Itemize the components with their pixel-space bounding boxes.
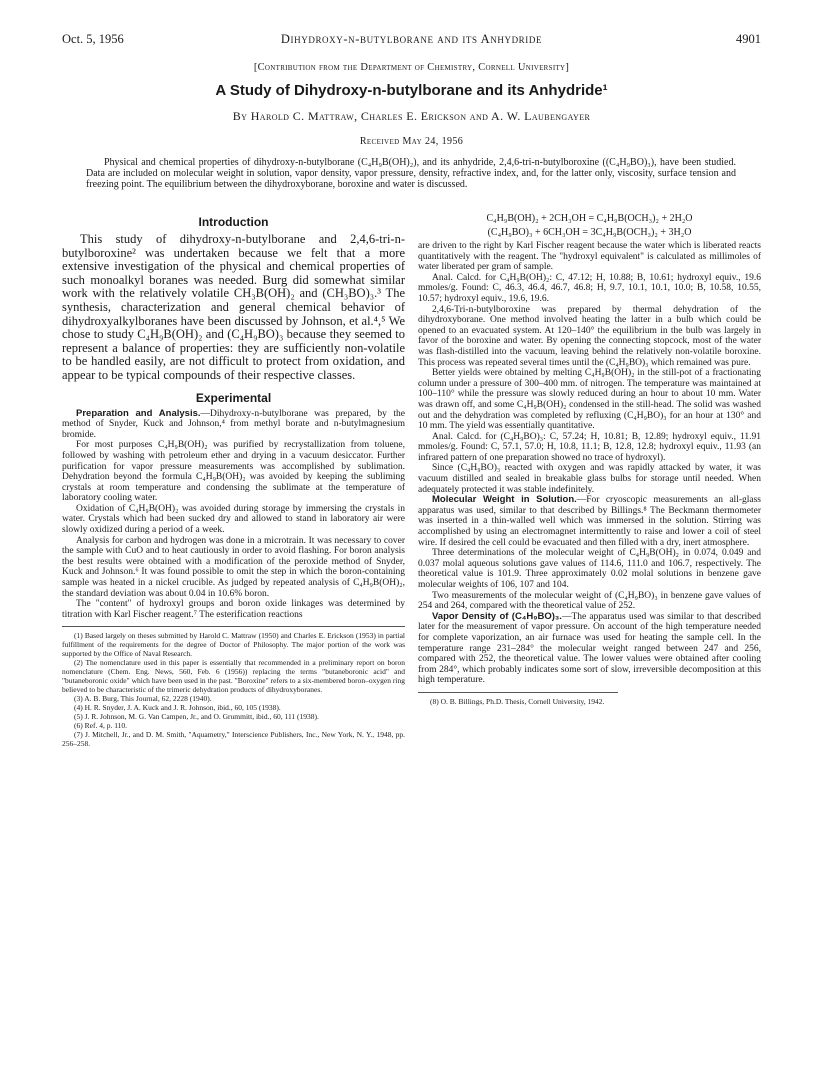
experimental-body — [62, 409, 405, 621]
paragraph-text: For most purposes C₄H₉B(OH)₂ was purified by recrystallization from toluene, followed by washing with petroleum ether and drying in a vacuum desiccator. Further purification for vapor pressure measurements was accomplished by sublimation. Dehydration beyond the formula C₄H₉B(OH)₂ was avoided by keeping the subliming crystals at room temperature and condensing the sublimate at the temperature of laboratory cooling water. — [62, 440, 405, 504]
paragraph-text: Two measurements of the molecular weight of (C₄H₉BO)₃ in benzene gave values of 254 and 264, compared with the theoretical value of 252. — [418, 590, 761, 612]
paragraph-text: —The apparatus used was similar to that described later for the measurement of vapor pressure. On account of the high temperature needed for complete vaporization, an air furnace was used for heating the sample cell. In the temperature range 231–284° the molecular weight ranged between 247 and 256, compared with 252, the theoretical value. The lower values were obtained after cooling from 284°, which probably indicates some sort of slow, irreversible decomposition at this high temperature. — [418, 611, 761, 686]
paragraph — [418, 463, 761, 495]
paragraph — [418, 495, 761, 548]
footnote: (5) J. R. Johnson, M. G. Van Campen, Jr., and O. Grummitt, ibid., 60, 111 (1938). — [74, 712, 319, 722]
introduction-text: This study of dihydroxy-n-butylborane and 2,4,6-tri-n-butylboroxine² was undertaken because we felt that a more extensive investigation of the physical and chemical properties of such monoalkyl boranes was needed. Burg did somewhat similar work with the relatively volatile CH₃B(OH)₂ and (CH₃BO)₃.³ The synthesis, characterization and general chemical behavior of dihydroxyalkylboranes have been discussed by Johnson, et al.⁴,⁵ We chose to study C₄H₉B(OH)₂ and (C₄H₉BO)₃ because they seemed to represent a balance of properties: they are sufficiently non-volatile to be handled easily, are not difficult to protect from oxidation, and appear to be typical compounds of their respective classes. — [62, 232, 405, 382]
footnote: (3) A. B. Burg, This Journal, 62, 2228 (1940). — [74, 694, 212, 704]
paragraph — [418, 241, 761, 273]
footnotes-right — [418, 692, 618, 706]
paragraph-text: Anal. Calcd. for C₄H₉B(OH)₂: C, 47.12; H, 10.88; B, 10.61; hydroxyl equiv., 19.6 mmoles/g. Found: C, 46.3, 46.4, 46.7, 46.8; H, 9.7, 10.1, 10.1, 10.0; B, 10.58, 10.55, 10.57; hydroxyl equiv., 19.6, 19.6. — [418, 272, 761, 304]
paragraph — [418, 591, 761, 612]
chemical-equation: C₄H₉B(OH)₂ + 2CH₃OH = C₄H₉B(OCH₃)₂ + 2H₂O — [486, 213, 693, 224]
right-column-body — [418, 241, 761, 686]
chemical-equation: (C₄H₉BO)₃ + 6CH₃OH = 3C₄H₉B(OCH₃)₂ + 3H₂O — [487, 227, 692, 238]
introduction-heading: Introduction — [198, 215, 269, 229]
run-in-heading: Vapor Density of (C₄H₉BO)₃. — [432, 610, 562, 622]
footnote: (4) H. R. Snyder, J. A. Kuck and J. R. Johnson, ibid., 60, 105 (1938). — [74, 703, 281, 713]
paragraph — [62, 504, 405, 536]
paragraph — [62, 536, 405, 600]
paragraph — [62, 409, 405, 441]
contribution-line: [Contribution from the Department of Chemistry, Cornell University] — [253, 62, 570, 73]
paragraph-text: Analysis for carbon and hydrogen was done in a microtrain. It was necessary to cover the sample with CuO and to heat cautiously in order to avoid flashing. For boron analysis the best results were obtained with a modification of the peroxide method of Snyder, Kuck and Johnson.⁶ It was found possible to omit the step in which the boron-containing sample was heated in a nickel crucible. As judged by repeated analysis of C₄H₉B(OH)₂, the standard deviation was about 0.04 in 10.6% boron. — [62, 535, 405, 599]
footnote: (2) The nomenclature used in this paper is essentially that recommended in a preliminary report on boron nomenclature (Chem. Eng. News, 560, Feb. 6 (1956)) replacing the terms "butaneboronic acid" and "butaneboronic oxide" which have been used in the past. "Boroxine" refers to a six-membered boron–oxygen ring believed to be characteristic of the trimeric dehydration products of dihydroxyboranes. — [62, 658, 405, 695]
paragraph-text: —For cryoscopic measurements an all-glass apparatus was used, similar to that described by Billings.⁸ The Beckmann thermometer was inserted in a thin-walled well which was immersed in the solution. Stirring was accomplished by using an electromagnet intermittently to raise and lower a coil of steel wire. If desired the cell could be evacuated and then filled with a dry, inert atmosphere. — [418, 495, 761, 548]
footnote: (7) J. Mitchell, Jr., and D. M. Smith, "Aquametry," Interscience Publishers, Inc., New York, N. Y., 1948, pp. 256–258. — [62, 730, 405, 749]
received-date: Received May 24, 1956 — [359, 136, 464, 147]
right-column — [418, 213, 761, 706]
run-in-heading: Preparation and Analysis. — [76, 407, 201, 419]
author-line: By Harold C. Mattraw, Charles E. Erickson and A. W. Laubengayer — [232, 109, 591, 123]
article-title: A Study of Dihydroxy-n-butylborane and its Anhydride¹ — [215, 82, 608, 99]
paragraph-text: —Dihydroxy-n-butylborane was prepared, by the method of Snyder, Kuck and Johnson,⁴ from methyl borate and n-butylmagnesium bromide. — [62, 408, 405, 440]
paragraph-text: Three determinations of the molecular weight of C₄H₉B(OH)₂ in 0.074, 0.049 and 0.037 molal aqueous solutions gave values of 114.6, 111.0 and 106.7, respectively. The theoretical value is 101.9. Three approximately 0.02 molal solutions in benzene gave molecular weights of 106, 107 and 104. — [418, 548, 761, 590]
paragraph-text: Anal. Calcd. for (C₄H₉BO)₃: C, 57.24; H, 10.81; B, 12.89; hydroxyl equiv., 11.91 mmoles/g. Found: C, 57.1, 57.0; H, 10.8, 11.1; B, 12.8, 12.8; hydroxyl equiv., 11.93 (an infrared pattern of one preparation showed no trace of hydroxyl). — [418, 431, 761, 463]
paragraph — [62, 599, 405, 620]
abstract: Physical and chemical properties of dihydroxy-n-butylborane (C₄H₉B(OH)₂), and its anhydride, 2,4,6-tri-n-butylboroxine ((C₄H₉BO)₃), have been studied. Data are included on molecular weight in solution, vapor density, vapor pressure, density, refractive index, and, for the latter only, viscosity, surface tension and freezing point. The equilibrium between the dihydroxyborane, boroxine and water is discussed. — [86, 157, 736, 190]
paragraph — [418, 548, 761, 590]
footnote: (1) Based largely on theses submitted by Harold C. Mattraw (1950) and Charles E. Erickson (1953) in partial fulfillment of the requirements for the degree of Doctor of Philosophy. The major portion of the work was supported by the Office of Naval Research. — [62, 631, 405, 659]
experimental-heading: Experimental — [195, 390, 272, 405]
footnote: (6) Ref. 4, p. 110. — [74, 721, 128, 731]
footnotes-left — [62, 626, 405, 748]
paragraph — [418, 368, 761, 432]
paragraph — [62, 440, 405, 504]
paragraph-text: The "content" of hydroxyl groups and boron oxide linkages was determined by titration with Karl Fischer reagent.⁷ The esterification reactions — [62, 599, 405, 620]
paragraph — [418, 432, 761, 464]
paragraph — [418, 273, 761, 305]
page-number: 4901 — [736, 32, 761, 46]
paragraph-text: Since (C₄H₉BO)₃ reacted with oxygen and was rapidly attacked by water, it was vacuum distilled and sealed in breakable glass bulbs for storage until needed. When adequately protected it was stable indefinitely. — [418, 463, 761, 495]
equations — [418, 213, 761, 239]
paragraph-text: Oxidation of C₄H₉B(OH)₂ was avoided during storage by immersing the crystals in water. Crystals which had been sucked dry and allowed to stand in laboratory air were slowly oxidized during a period of a week. — [62, 503, 405, 536]
left-column — [62, 213, 405, 748]
paragraph — [418, 305, 761, 369]
paragraph-text: Better yields were obtained by melting C₄H₉B(OH)₂ in the still-pot of a fractionating column under a pressure of 300–400 mm. of nitrogen. The temperature was maintained at 100–110° while the pressure was slowly reduced during an hour to about 10 mm. Water was drawn off, and some C₄H₉B(OH)₂ condensed in the still-head. The solid was washed out and the dehydration was completed by refluxing (C₄H₉BO)₃ for an hour at 130° and 10 mm. The yield was essentially quantitative. — [418, 368, 761, 432]
run-in-heading: Molecular Weight in Solution. — [432, 494, 577, 506]
running-head-date: Oct. 5, 1956 — [62, 32, 124, 46]
paragraph-text: 2,4,6-Tri-n-butylboroxine was prepared by thermal dehydration of the dihydroxyborane. One method involved heating the latter in a bulb which could be opened to an evacuated system. At 120–140° the equilibrium in the bulb was largely in favor of the boroxine and water. By opening the connecting stopcock, most of the water was flash-distilled into the vacuum, leaving behind the relatively non-volatile boroxine. This process was repeated several times until the (C₄H₉BO)₃ which remained was pure. — [418, 304, 761, 368]
paragraph-text: are driven to the right by Karl Fischer reagent because the water which is liberated reacts quantitatively with the reagent. The "hydroxyl equivalent" is calculated as millimoles of water liberated per gram of sample. — [418, 241, 761, 273]
paragraph — [418, 612, 761, 686]
running-head — [62, 32, 761, 50]
footnote: (8) O. B. Billings, Ph.D. Thesis, Cornell University, 1942. — [430, 696, 605, 706]
running-head-title: Dihydroxy-n-butylborane and its Anhydride — [280, 32, 543, 46]
